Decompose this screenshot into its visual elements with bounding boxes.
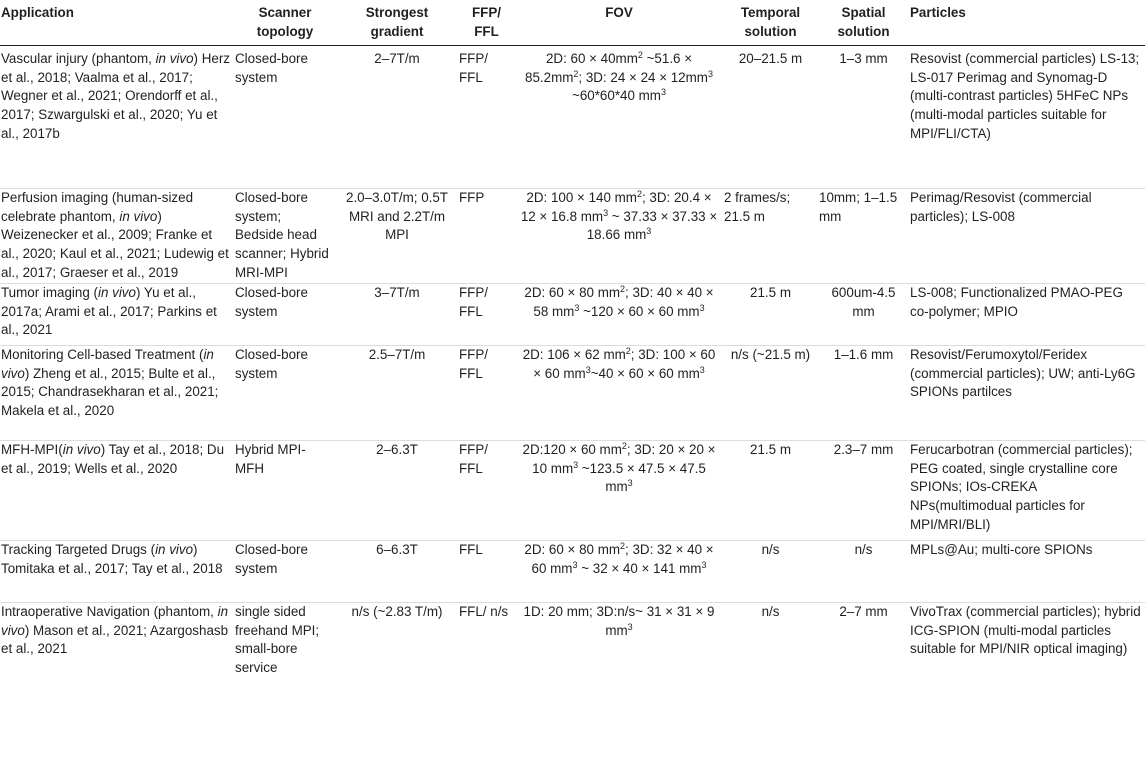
cell-scanner-topology: Closed-bore system [234,46,336,189]
table-row [0,603,1145,680]
cell-particles: Ferucarbotran (commercial particles); PEG coated, single crystalline core SPIONs; IOs-CREKA NPs(multimodual particles for MPI/MRI/BLI) [909,441,1145,541]
header-ffp-ffl: FFP/ FFL [458,0,515,46]
header-scanner-topology: Scanner topology [234,0,336,46]
header-row [0,0,1145,46]
header-strongest-gradient: Strongest gradient [336,0,458,46]
cell-ffp-ffl: FFP [458,189,515,284]
table-row [0,346,1145,441]
cell-strongest-gradient: n/s (~2.83 T/m) [351,604,443,620]
cell-spatial-solution: n/s [818,541,909,603]
cell-spatial-solution: 600um-4.5 mm [818,284,909,346]
cell-fov: 2D: 106 × 62 $mm^2$; 3D: 100 × 60 × 60 $mm^3\sim 40 \times 60 \times 60$ $mm^3$ [515,346,723,441]
header-application: Application [0,0,234,46]
cell-spatial-solution: 1–3 mm [818,46,909,189]
cell-temporal-solution: 21.5 m [723,284,818,346]
table-row [0,541,1145,603]
header-spatial-solution: Spatial solution [818,0,909,46]
table-row [0,284,1145,346]
cell-particles: VivoTrax (commercial particles); hybrid ICG-SPION (multi-modal particles suitable for MPI/NIR optical imaging) [910,604,1141,657]
cell-particles: Resovist (commercial particles) LS-13; LS-017 Perimag and Synomag-D (multi-contrast particles) 5HFeC NPs (multi-modal particles suitable for MPI/FLI/CTA) [909,46,1145,189]
cell-application: Tracking Targeted Drugs (in vivo) Tomitaka et al., 2017; Tay et al., 2018 [0,541,234,603]
cell-fov: 1D: 20 mm; 3D:n/s~ 31 × 31 × 9 $mm^3$ [523,604,715,638]
cell-temporal-solution: 20–21.5 m [723,46,818,189]
cell-scanner-topology: Closed-bore system [234,346,336,441]
header-fov: FOV [515,0,723,46]
cell-strongest-gradient: 3–7T/m [336,284,458,346]
cell-application: Monitoring Cell-based Treatment (in vivo) Zheng et al., 2015; Bulte et al., 2015; Chandrasekharan et al., 2021; Makela et al., 2020 [0,346,234,441]
cell-particles: LS-008; Functionalized PMAO-PEG co-polymer; MPIO [909,284,1145,346]
cell-application: MFH-MPI(in vivo) Tay et al., 2018; Du et al., 2019; Wells et al., 2020 [0,441,234,541]
cell-particles: Resovist/Ferumoxytol/Feridex (commercial particles); UW; anti-Ly6G SPIONs partilces [909,346,1145,441]
cell-scanner-topology: Closed-bore system [234,541,336,603]
cell-spatial-solution: 2–7 mm [839,604,888,620]
cell-particles: Perimag/Resovist (commercial particles); LS-008 [909,189,1145,284]
cell-application: Tumor imaging (in vivo) Yu et al., 2017a; Arami et al., 2017; Parkins et al., 2021 [0,284,234,346]
cell-ffp-ffl: FFP/ FFL [458,284,515,346]
cell-spatial-solution: 2.3–7 mm [818,441,909,541]
cell-ffp-ffl: FFP/ FFL [458,46,515,189]
cell-scanner-topology: Closed-bore system; Bedside head scanner; Hybrid MRI-MPI [234,189,336,284]
cell-strongest-gradient: 2.0–3.0T/m; 0.5T MRI and 2.2T/m MPI [336,189,458,284]
table-row [0,46,1145,189]
cell-spatial-solution: 1–1.6 mm [818,346,909,441]
cell-ffp-ffl: FFL/ n/s [459,604,509,620]
header-temporal-solution: Temporal solution [723,0,818,46]
cell-temporal-solution: n/s (~21.5 m) [723,346,818,441]
cell-strongest-gradient: 6–6.3T [336,541,458,603]
cell-ffp-ffl: FFP/ FFL [458,441,515,541]
cell-fov: 2D:120 × 60 $mm^2$; 3D: 20 × 20 × 10 $mm^3$ ~123.5 × 47.5 × 47.5 $mm^3$ [515,441,723,541]
table-row [0,189,1145,284]
cell-application: Perfusion imaging (human-sized celebrate phantom, in vivo) Weizenecker et al., 2009; Franke et al., 2020; Kaul et al., 2021; Ludewig et al., 2017; Graeser et al., 2019 [0,189,234,284]
cell-scanner-topology: Hybrid MPI-MFH [234,441,336,541]
cell-temporal-solution: 2 frames/s; 21.5 m [723,189,818,284]
table-row [0,441,1145,541]
table-body [0,46,1145,680]
cell-fov: 2D: 60 × 80 $mm^2$; 3D: 32 × 40 × 60 $mm^3$ ~ 32 × 40 × 141 $mm^3$ [515,541,723,603]
cell-strongest-gradient: 2–6.3T [336,441,458,541]
cell-spatial-solution: 10mm; 1–1.5 mm [818,189,909,284]
cell-application: Vascular injury (phantom, in vivo) Herz et al., 2018; Vaalma et al., 2017; Wegner et al., 2021; Orendorff et al., 2017; Szwargulski et al., 2020; Yu et al., 2017b [0,46,234,189]
cell-fov: 2D: 60 × 80 $mm^2$; 3D: 40 × 40 × 58 $mm^3$ ~120 × 60 × 60 $mm^3$ [515,284,723,346]
cell-temporal-solution: n/s [761,604,780,620]
cell-temporal-solution: n/s [723,541,818,603]
cell-ffp-ffl: FFL [458,541,515,603]
cell-ffp-ffl: FFP/ FFL [458,346,515,441]
cell-scanner-topology: single sided freehand MPI; small-bore service [235,604,320,675]
cell-strongest-gradient: 2–7T/m [336,46,458,189]
header-particles: Particles [909,0,1145,46]
cell-fov: 2D: $60 \times 40mm^2$ ~51.6 × $85.2mm^2$; 3D: $24 \times 24 \times 12mm^3$ ~60*60*40 $mm^3$ [515,46,723,189]
cell-fov: 2D: 100 × 140 $mm^2$; 3D: 20.4 × 12 × 16.8 $mm^3$ ~ 37.33 × 37.33 × 18.66 $mm^3$ [515,189,723,284]
table-header [0,0,1145,46]
cell-particles: MPLs@Au; multi-core SPIONs [909,541,1145,603]
cell-temporal-solution: 21.5 m [723,441,818,541]
cell-strongest-gradient: 2.5–7T/m [336,346,458,441]
cell-application: Intraoperative Navigation (phantom, in vivo) Mason et al., 2021; Azargoshasb et al., 2021 [1,604,229,657]
cell-scanner-topology: Closed-bore system [234,284,336,346]
